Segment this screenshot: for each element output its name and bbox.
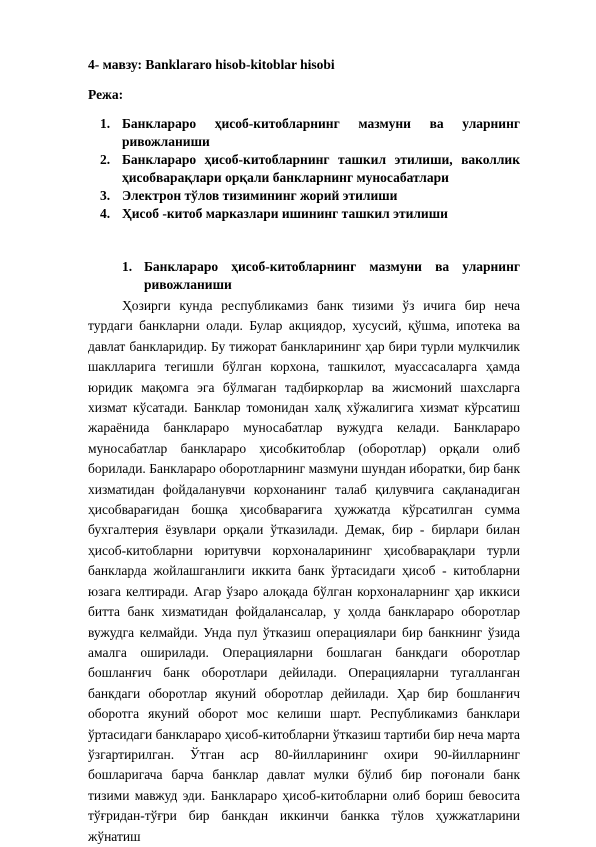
plan-item-number: 1. <box>100 116 111 131</box>
plan-item-text: Банклараро ҳисоб-китобларнинг ташкил этилиши, ваколлик <box>122 152 520 167</box>
section-heading-text-cont: ривожланиши <box>144 277 232 292</box>
plan-item-number: 4. <box>100 206 111 221</box>
plan-item-text-cont: ҳисобварақлари орқали банкларнинг муносабатлари <box>122 170 449 185</box>
section-heading-number: 1. <box>122 259 133 274</box>
plan-heading: Режа: <box>88 87 124 102</box>
plan-list <box>100 115 520 223</box>
document-title: 4- мавзу: Banklararo hisob-kitoblar hisobi <box>88 57 335 72</box>
plan-item-number: 3. <box>100 188 111 203</box>
plan-item-text: Ҳисоб -китоб марказлари ишининг ташкил этилиши <box>122 206 448 221</box>
plan-item-text: Электрон тўлов тизимининг жорий этилиши <box>122 188 398 203</box>
body-paragraph: Ҳозирги кунда республикамиз банк тизими ўз ичига бир неча турдаги банкларни олади. Булар акциядор, хусусий, қўшма, ипотека ва давлат банкларидир. Бу тижорат банкларининг ҳар бири турли мулкчилик шаклларига тегишли бўлган корхона, ташкилот, муассасаларга ҳамда юридик мақомга эга бўлмаган тадбиркорлар ва жисмоний шахсларга хизмат кўсатади. Банклар томонидан халқ хўжалигига хизмат кўрсатиш жараёнида банклараро муносабатлар вужудга келади. Банклараро муносабатлар банклараро ҳисобкитоблар (оборотлар) орқали олиб борилади. Банклараро оборотларнинг мазмуни шундан иборатки, бир банк хизматидан фойдаланувчи корхонанинг талаб қилувчига сақланадиган ҳисобварағидан бошқа ҳисобварағига ҳужжатда кўрсатилган сумма бухгалтерия ёзувлари орқали ўтказилади. Демак, бир - бирлари билан ҳисоб-китобларни юритувчи корхоналарининг ҳисобварақлари турли банкларда жойлашганлиги иккита банк ўртасидаги ҳисоб - китобларни юзага келтиради. Агар ўзаро алоқада бўлган корхоналарнинг ҳар иккиси битта банк хизматидан фойдалансалар, у ҳолда банклараро оборотлар вужудга келмайди. Унда пул ўтказиш операциялари бир банкнинг ўзида амалга оширилади. Операцияларни бошлаган банкдаги оборотлар бошланғич банк оборотлари дейилади. Операцияларни тугалланган банкдаги оборотлар якуний оборотлар дейилади. Ҳар бир бошланғич оборотга якуний оборот мос келиши шарт. Республикамиз банклари ўртасидаги банклараро ҳисоб-китобларни ўтказиш тартиби бир неча марта ўзгартирилган. Ўтган аср 80-йилларининг охири 90-йилларнинг бошларигача барча банклар давлат мулки бўлиб бир поғонали банк тизими мавжуд эди. Банклараро ҳисоб-китобларни олиб бориш бевосита тўғридан-тўғри бир банкдан иккинчи банкка тўлов ҳужжатларини жўнатиш <box>88 298 520 844</box>
section-heading-text: Банклараро ҳисоб-китобларнинг мазмуни ва уларнинг <box>144 259 520 274</box>
plan-item <box>100 151 520 187</box>
plan-item-number: 2. <box>100 152 111 167</box>
plan-item-text-cont: ривожланиши <box>122 134 210 149</box>
plan-item <box>100 115 520 151</box>
plan-item <box>100 205 520 223</box>
plan-item-text: Банклараро ҳисоб-китобларнинг мазмуни ва уларнинг <box>122 116 520 131</box>
plan-item <box>100 187 520 205</box>
section-heading <box>122 258 520 294</box>
